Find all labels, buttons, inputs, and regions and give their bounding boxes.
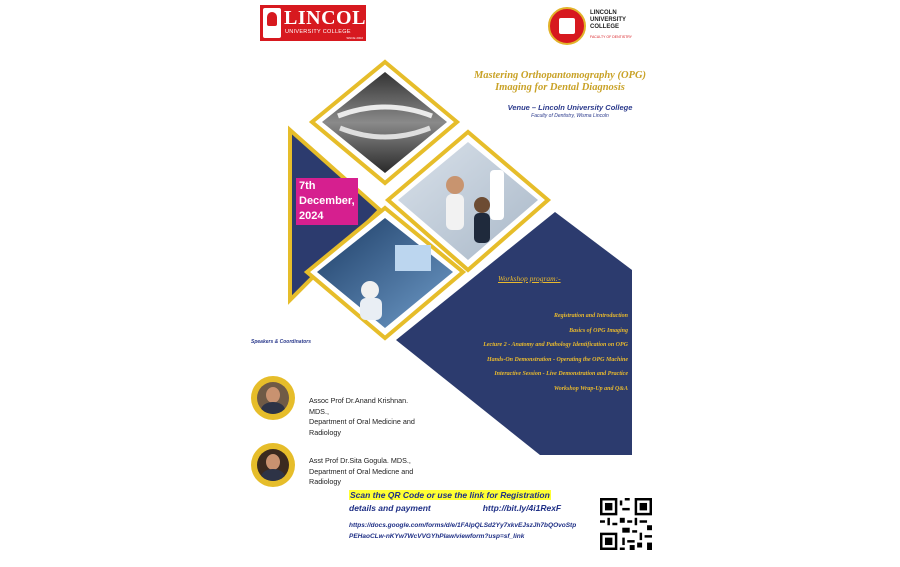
program-title: Workshop program:- — [498, 274, 561, 283]
logo-tag: SINCE 2002 — [346, 36, 363, 40]
qr-code-icon[interactable] — [600, 498, 652, 550]
speaker-1-avatar — [251, 376, 295, 420]
venue-text: Venue – Lincoln University College — [507, 103, 633, 112]
logo-subtitle: UNIVERSITY COLLEGE — [285, 29, 351, 35]
speaker-2-avatar — [251, 443, 295, 487]
page-title: Mastering Orthopantomography (OPG) Imaging for Dental Diagnosis — [473, 70, 647, 93]
registration-details: details and payment http://bit.ly/4i1RexF — [349, 503, 562, 513]
registration-url[interactable]: https://docs.google.com/forms/d/e/1FAIpQLSd2Yy7xkvEJszJh7bQOvoStpPEHaoCLw-nKYw7WcVVGYhPlaw/viewform?usp=sf_link — [349, 522, 577, 540]
logo-right-text: LINCOLN UNIVERSITY COLLEGE — [590, 10, 627, 30]
program-item: Workshop Wrap-Up and Q&A — [553, 385, 628, 392]
program-item: Basics of OPG Imaging — [569, 327, 628, 334]
logo-right-faculty: FACULTY OF DENTISTRY — [590, 35, 633, 39]
program-item: Registration and Introduction — [553, 313, 628, 319]
program-item: Lecture 2 - Anatomy and Pathology Identification on OPG — [483, 342, 628, 348]
event-date: 7th December, 2024 — [296, 178, 358, 225]
program-item: Hands-On Demonstration - Operating the OPG Machine — [486, 356, 628, 363]
speaker-2-details: Asst Prof Dr.Sita Gogula. MDS., Department of Oral Medicne and Radiology — [309, 456, 414, 486]
logo-name: LINCOLN — [284, 7, 381, 29]
program-item: Interactive Session - Live Demonstration and Practice — [494, 371, 628, 377]
speaker-1-details: Assoc Prof Dr.Anand Krishnan. MDS., Department of Oral Medicine and Radiology — [309, 396, 415, 437]
speakers-heading: Speakers & Coordinators — [251, 339, 312, 345]
short-link[interactable]: http://bit.ly/4i1RexF — [482, 503, 562, 513]
registration-instruction: Scan the QR Code or use the link for Registration — [350, 490, 550, 500]
program-list — [390, 309, 628, 396]
faculty-text: Faculty of Dentistry, Wisma Lincoln — [531, 113, 609, 119]
